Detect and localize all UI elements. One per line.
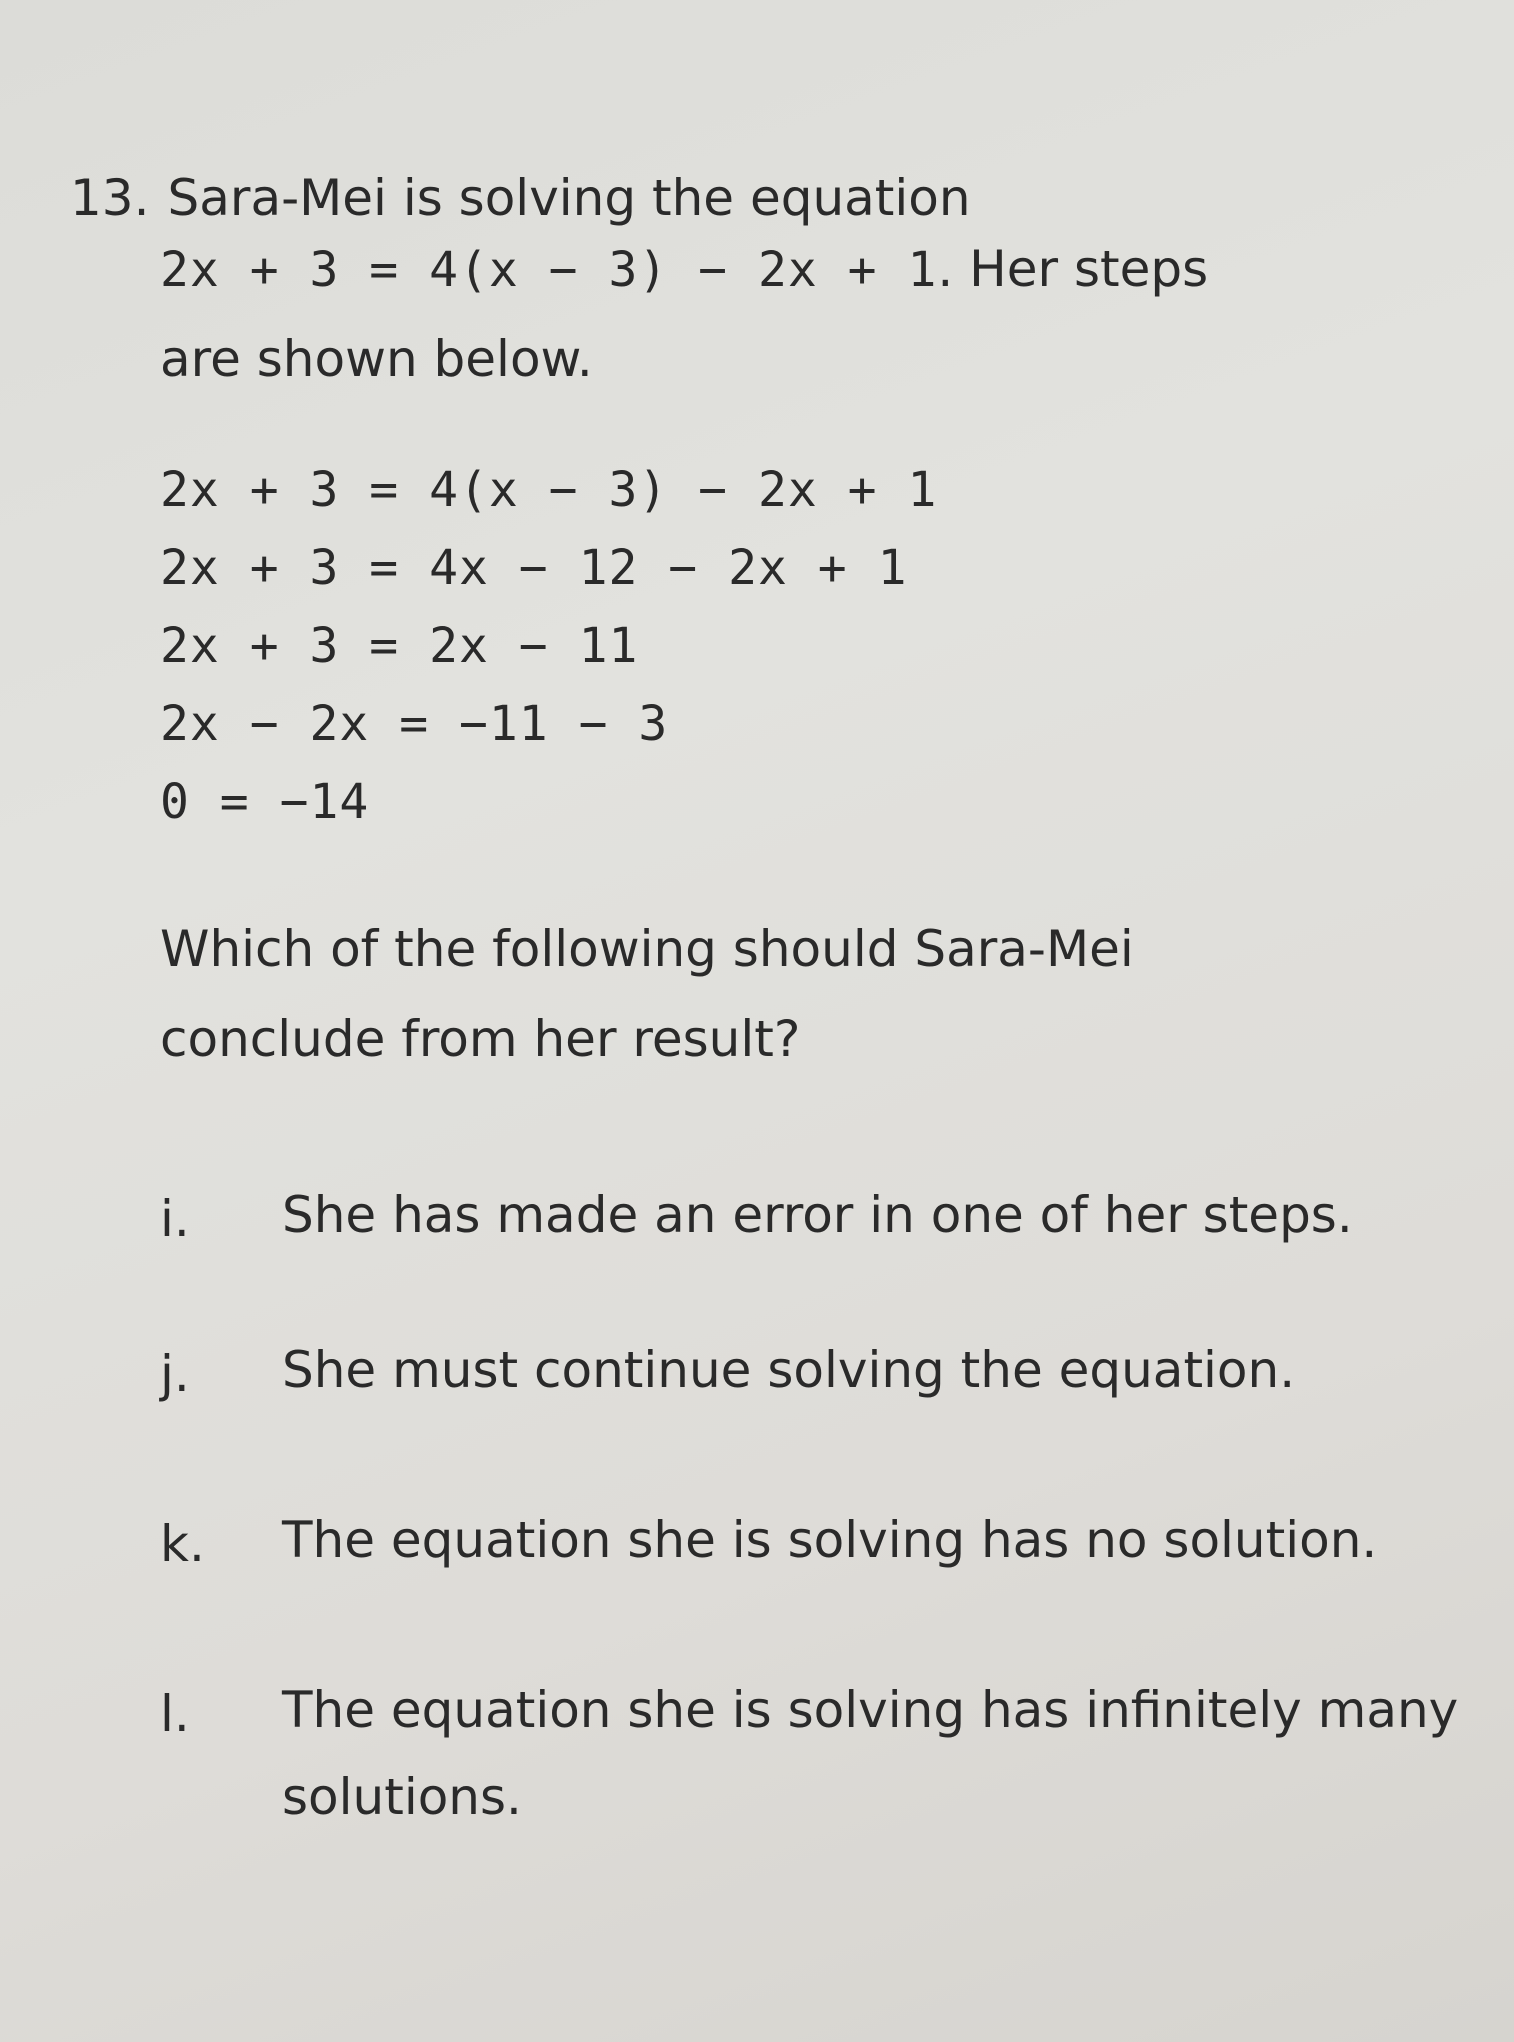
solution-step: 2x + 3 = 2x − 11	[160, 618, 639, 674]
question-intro-line3: are shown below.	[160, 330, 593, 388]
question-intro-line2	[160, 240, 1208, 298]
solution-step: 2x + 3 = 4(x − 3) − 2x + 1	[160, 462, 938, 518]
question-header	[70, 168, 971, 228]
choice-letter-i: i.	[160, 1190, 190, 1248]
solution-step: 0 = −14	[160, 774, 370, 830]
choice-letter-l: l.	[160, 1685, 190, 1743]
question-intro-suffix: . Her steps	[937, 240, 1209, 298]
question-number: 13.	[70, 169, 150, 227]
question-equation: 2x + 3 = 4(x − 3) − 2x + 1	[160, 242, 938, 298]
choice-letter-k: k.	[160, 1515, 205, 1573]
choice-text-l: The equation she is solving has infinitely many solutions.	[282, 1681, 1459, 1826]
question-intro-line1: Sara-Mei is solving the equation	[167, 169, 971, 227]
prompt-line1: Which of the following should Sara-Mei	[160, 920, 1134, 978]
prompt-line2: conclude from her result?	[160, 1010, 801, 1068]
choice-text-k: The equation she is solving has no solution.	[282, 1511, 1378, 1569]
choice-text-j: She must continue solving the equation.	[282, 1341, 1296, 1399]
choice-letter-j: j.	[160, 1345, 190, 1403]
solution-step: 2x + 3 = 4x − 12 − 2x + 1	[160, 540, 908, 596]
solution-step: 2x − 2x = −11 − 3	[160, 696, 669, 752]
choice-text-i: She has made an error in one of her steps.	[282, 1186, 1353, 1244]
